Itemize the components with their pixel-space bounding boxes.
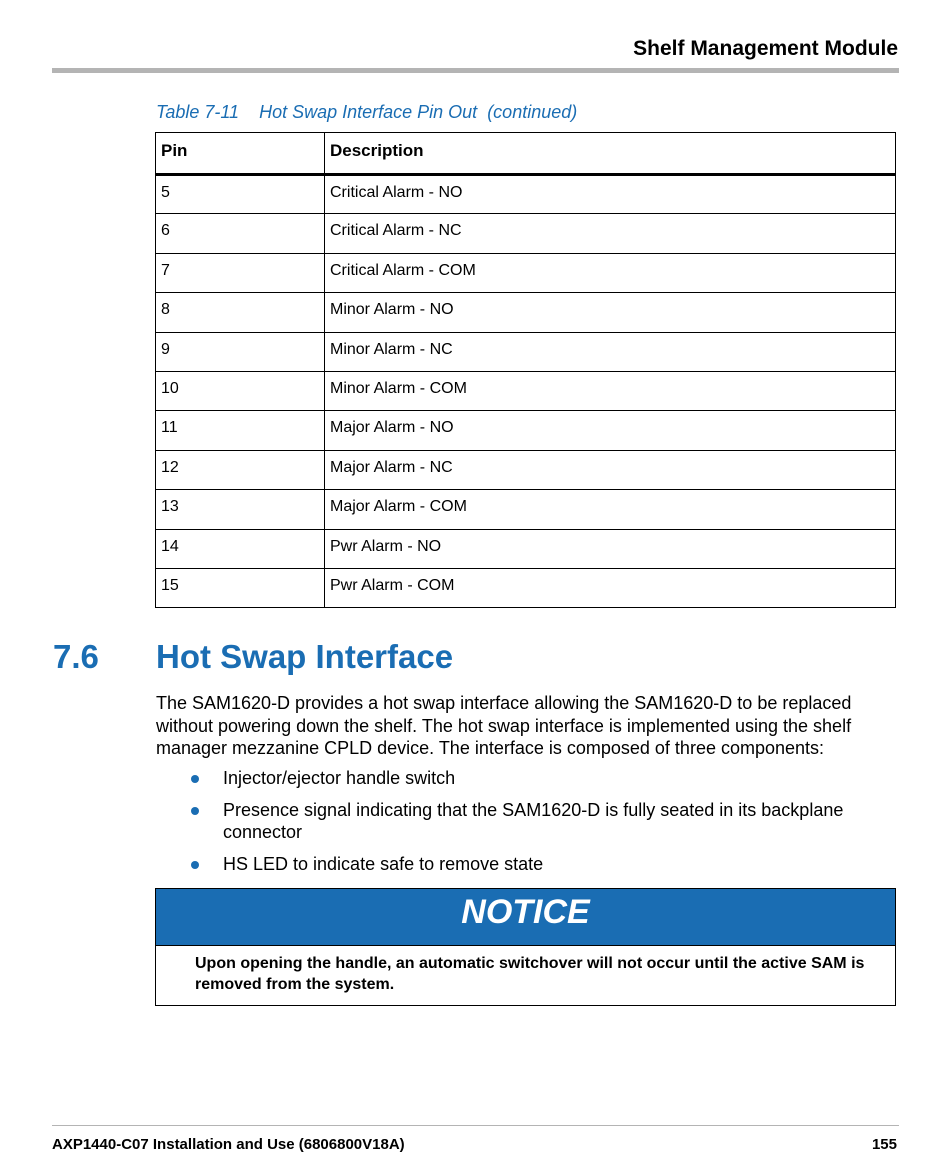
description-cell: Critical Alarm - NC (325, 214, 896, 253)
bullet-icon (191, 775, 199, 783)
page-header-title: Shelf Management Module (633, 37, 898, 60)
list-item-text: Injector/ejector handle switch (223, 768, 456, 788)
description-cell: Major Alarm - NO (325, 411, 896, 450)
section-title: Hot Swap Interface (156, 638, 454, 675)
list-item (156, 767, 896, 790)
description-cell: Critical Alarm - NO (325, 175, 896, 214)
description-cell: Pwr Alarm - NO (325, 529, 896, 568)
table-caption-title: Hot Swap Interface Pin Out (continued) (259, 102, 578, 122)
header-divider (52, 68, 899, 73)
pin-cell: 15 (156, 568, 325, 607)
table-row (156, 490, 896, 529)
table-row (156, 253, 896, 292)
table-row (156, 214, 896, 253)
list-item-text: HS LED to indicate safe to remove state (223, 853, 544, 874)
column-header-pin: Pin (156, 133, 325, 175)
list-item (156, 799, 896, 844)
pin-cell: 9 (156, 332, 325, 371)
pin-cell: 12 (156, 450, 325, 489)
pin-cell: 11 (156, 411, 325, 450)
description-cell: Minor Alarm - NC (325, 332, 896, 371)
table-row (156, 371, 896, 410)
list-item (156, 853, 896, 876)
section-paragraph: The SAM1620-D provides a hot swap interface allowing the SAM1620-D to be replaced without powering down the shelf. The hot swap interface is implemented using the shelf manager mezzanine CPLD device. The interface is composed of three components: (156, 693, 852, 758)
description-cell: Pwr Alarm - COM (325, 568, 896, 607)
section-number: 7.6 (53, 638, 99, 675)
footer-divider (52, 1125, 899, 1126)
description-cell: Critical Alarm - COM (325, 253, 896, 292)
table-row (156, 450, 896, 489)
pin-cell: 7 (156, 253, 325, 292)
table-row (156, 411, 896, 450)
description-cell: Minor Alarm - COM (325, 371, 896, 410)
table-caption-number: Table 7-11 (156, 102, 240, 122)
table-row (156, 175, 896, 214)
table-header-row (156, 133, 896, 175)
list-item-text: Presence signal indicating that the SAM1620-D is fully seated in its backplane connector (223, 799, 844, 842)
component-list (156, 767, 896, 884)
pin-cell: 6 (156, 214, 325, 253)
description-cell: Major Alarm - COM (325, 490, 896, 529)
notice-heading: NOTICE (156, 889, 895, 946)
table-row (156, 293, 896, 332)
table-row (156, 529, 896, 568)
table-row (156, 332, 896, 371)
column-header-description: Description (325, 133, 896, 175)
table-row (156, 568, 896, 607)
notice-body: Upon opening the handle, an automatic switchover will not occur until the active SAM is removed from the system. (195, 955, 865, 993)
footer-doc-title: AXP1440-C07 Installation and Use (6806800V18A) (52, 1136, 405, 1153)
pin-cell: 10 (156, 371, 325, 410)
pin-cell: 13 (156, 490, 325, 529)
pin-cell: 8 (156, 293, 325, 332)
pin-cell: 14 (156, 529, 325, 568)
description-cell: Major Alarm - NC (325, 450, 896, 489)
bullet-icon (191, 861, 199, 869)
bullet-icon (191, 807, 199, 815)
pin-out-table (155, 132, 896, 608)
description-cell: Minor Alarm - NO (325, 293, 896, 332)
table-caption (156, 102, 577, 123)
page-number: 155 (871, 1136, 897, 1153)
notice-box (155, 888, 896, 1006)
pin-cell: 5 (156, 175, 325, 214)
